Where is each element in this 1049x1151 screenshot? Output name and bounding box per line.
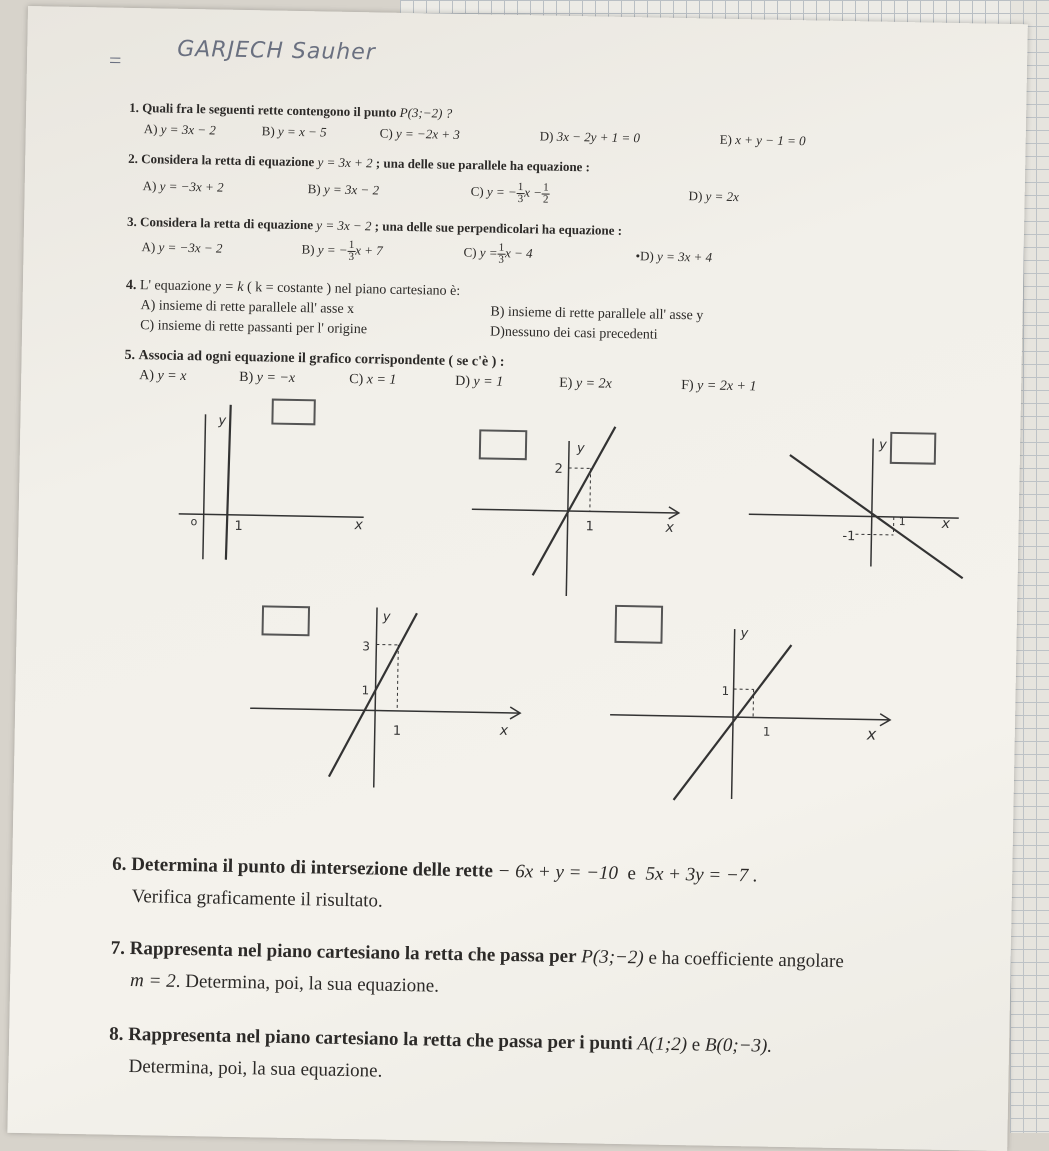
- q7-line-2-text: . Determina, poi, la sua equazione.: [176, 971, 440, 997]
- graph-3-x-axis: [749, 514, 959, 518]
- question-2: [128, 151, 590, 175]
- question-1: [129, 100, 452, 122]
- q3-options: [141, 236, 861, 275]
- graph-3-tick-y: -1: [842, 529, 855, 544]
- graph-1: [168, 394, 391, 568]
- q6-equation-2: 5x + 3y = −7 .: [645, 863, 758, 886]
- graph-1-x-label: x: [353, 517, 363, 533]
- graph-2-y-axis: [566, 441, 569, 596]
- graph-3-y-label: y: [878, 438, 887, 453]
- q4-options: [140, 298, 861, 351]
- graph-2-x-label: x: [664, 520, 674, 536]
- q6-text: Determina il punto di intersezione delle rette: [131, 854, 493, 882]
- q2-option-c: C) y = − $\frac{1}{3}$ x − $\frac{1}{2}$: [470, 181, 549, 205]
- q3-number: 3.: [127, 214, 137, 229]
- graph-4-tick-y1: 1: [361, 683, 369, 697]
- question-6: [112, 854, 758, 888]
- question-4: [126, 278, 461, 300]
- graph-1-y-axis: [203, 414, 206, 559]
- graph-4-tick-y3: 3: [362, 639, 370, 653]
- q4-option-d: D)nessuno dei casi precedenti: [490, 325, 658, 344]
- q1-option-a: A) y = 3x − 2: [144, 121, 216, 138]
- graph-2-y-label: y: [576, 441, 585, 456]
- q8-text: Rappresenta nel piano cartesiano la retta che passa per i punti: [128, 1024, 633, 1054]
- graph-2-tick-y: 2: [554, 462, 563, 477]
- graph-1-x-axis: [179, 514, 364, 517]
- graph-5-y-axis: [732, 629, 735, 799]
- q2-number: 2.: [128, 151, 138, 166]
- q1-option-d: D) 3x − 2y + 1 = 0: [540, 128, 641, 146]
- q4-text: L' equazione: [140, 278, 212, 294]
- q7-line-2: [130, 970, 439, 998]
- graph-4-y-axis: [374, 607, 377, 787]
- q1-text: Quali fra le seguenti rette contengono il punto: [142, 100, 397, 120]
- question-5: [124, 348, 504, 371]
- q3-text-after: ; una delle sue perpendicolari ha equazione :: [375, 218, 623, 238]
- graph-1-y-label: y: [217, 414, 226, 429]
- graph-5-x-axis: [610, 715, 890, 720]
- question-8: [109, 1024, 772, 1058]
- q3-equation: y = 3x − 2: [316, 217, 371, 233]
- q7-point: P(3;−2): [581, 946, 644, 968]
- handwritten-name: GARJECH Sauher: [177, 37, 376, 66]
- q3-option-d: •D) y = 3x + 4: [635, 248, 712, 265]
- graph-2-line: [533, 425, 616, 576]
- q1-options: [144, 121, 864, 152]
- q2-option-a: A) y = −3x + 2: [143, 178, 224, 195]
- q1-number: 1.: [129, 100, 139, 115]
- graph-4-y-label: y: [382, 610, 391, 625]
- q5-number: 5.: [124, 348, 135, 363]
- q1-option-c: C) y = −2x + 3: [380, 125, 460, 142]
- q5-text: Associa ad ogni equazione il grafico corrispondente ( se c'è ) :: [138, 348, 504, 370]
- q5-option-d: D) y = 1: [455, 374, 503, 391]
- graph-2: [462, 414, 705, 603]
- q2-text-after: ; una delle sue parallele ha equazione :: [376, 155, 590, 174]
- q5-option-f: F) y = 2x + 1: [681, 378, 757, 395]
- q1-option-e: E) x + y − 1 = 0: [720, 132, 806, 150]
- q3-text: Considera la retta di equazione: [140, 214, 313, 232]
- q6-line-2: Verifica graficamente il risultato.: [131, 886, 382, 913]
- graph-5-tick-x: 1: [763, 725, 771, 739]
- q7-text: Rappresenta nel piano cartesiano la retta che passa per: [130, 938, 577, 967]
- question-7: [111, 938, 844, 973]
- graph-5-tick-y: 1: [721, 684, 729, 698]
- graph-4: [244, 590, 528, 795]
- graph-4-tick-x: 1: [393, 724, 402, 739]
- q7-slope: m = 2: [130, 970, 176, 992]
- q6-equation-1: − 6x + y = −10: [497, 861, 618, 884]
- graph-3-x-label: x: [941, 516, 951, 532]
- graph-2-guide-v: [590, 468, 591, 511]
- q2-option-d: D) y = 2x: [688, 188, 739, 205]
- graph-3-line: [788, 455, 965, 578]
- q4-option-c: C) insieme di rette passanti per l' origine: [140, 318, 367, 338]
- q5-option-e: E) y = 2x: [559, 376, 612, 393]
- q2-option-b: B) y = 3x − 2: [308, 181, 380, 198]
- q8-conjunction: e: [692, 1034, 701, 1055]
- q2-equation: y = 3x + 2: [317, 154, 372, 170]
- q6-conjunction: e: [627, 863, 636, 884]
- q1-point: P(3;−2) ?: [400, 105, 453, 121]
- worksheet: [7, 6, 1027, 1151]
- graph-1-tick-label: 1: [234, 519, 243, 534]
- q2-text: Considera la retta di equazione: [141, 151, 314, 169]
- q8-number: 8.: [109, 1024, 124, 1045]
- graph-3-guide-h: [855, 534, 893, 535]
- q8-line-2: Determina, poi, la sua equazione.: [128, 1056, 382, 1083]
- q4-equation: y = k: [215, 279, 244, 295]
- q6-number: 6.: [112, 854, 127, 875]
- graph-3-y-axis: [871, 439, 873, 567]
- graph-3: [742, 424, 985, 598]
- graph-5-x-label: x: [866, 724, 877, 743]
- q3-option-a: A) y = −3x − 2: [141, 239, 222, 256]
- graph-4-x-axis: [250, 708, 520, 713]
- q5-option-a: A) y = x: [139, 368, 186, 385]
- graph-1-origin-label: o: [190, 515, 197, 528]
- q7-text-after: e ha coefficiente angolare: [648, 948, 844, 973]
- graph-5-y-label: y: [739, 626, 748, 641]
- q2-options: [142, 175, 862, 214]
- q3-option-c: C) y = $\frac{1}{3}$ x − 4: [463, 242, 533, 266]
- graph-3-tick-x: 1: [899, 515, 906, 528]
- question-3: [127, 214, 622, 239]
- graph-2-x-axis: [472, 509, 679, 513]
- graph-4-x-label: x: [499, 723, 509, 739]
- q8-point-b: B(0;−3).: [705, 1035, 773, 1057]
- q5-option-b: B) y = −x: [239, 370, 295, 387]
- q8-point-a: A(1;2): [637, 1033, 687, 1055]
- q7-number: 7.: [111, 938, 126, 959]
- q4-number: 4.: [126, 278, 137, 293]
- q5-option-c: C) x = 1: [349, 372, 396, 389]
- graph-2-tick-x: 1: [585, 519, 594, 534]
- q4-option-a: A) insieme di rette parallele all' asse x: [140, 298, 354, 318]
- q1-option-b: B) y = x − 5: [262, 123, 327, 140]
- q4-option-b: B) insieme di rette parallele all' asse y: [490, 305, 703, 325]
- graph-5: [603, 607, 907, 812]
- graph-4-guide-v: [397, 645, 398, 711]
- q4-text-after: ( k = costante ) nel piano cartesiano è:: [247, 280, 460, 299]
- q3-option-b: B) y = − $\frac{1}{3}$ x + 7: [301, 239, 383, 263]
- graph-1-line: [226, 405, 231, 560]
- graph-4-line: [329, 612, 417, 779]
- pen-mark: =: [109, 47, 122, 73]
